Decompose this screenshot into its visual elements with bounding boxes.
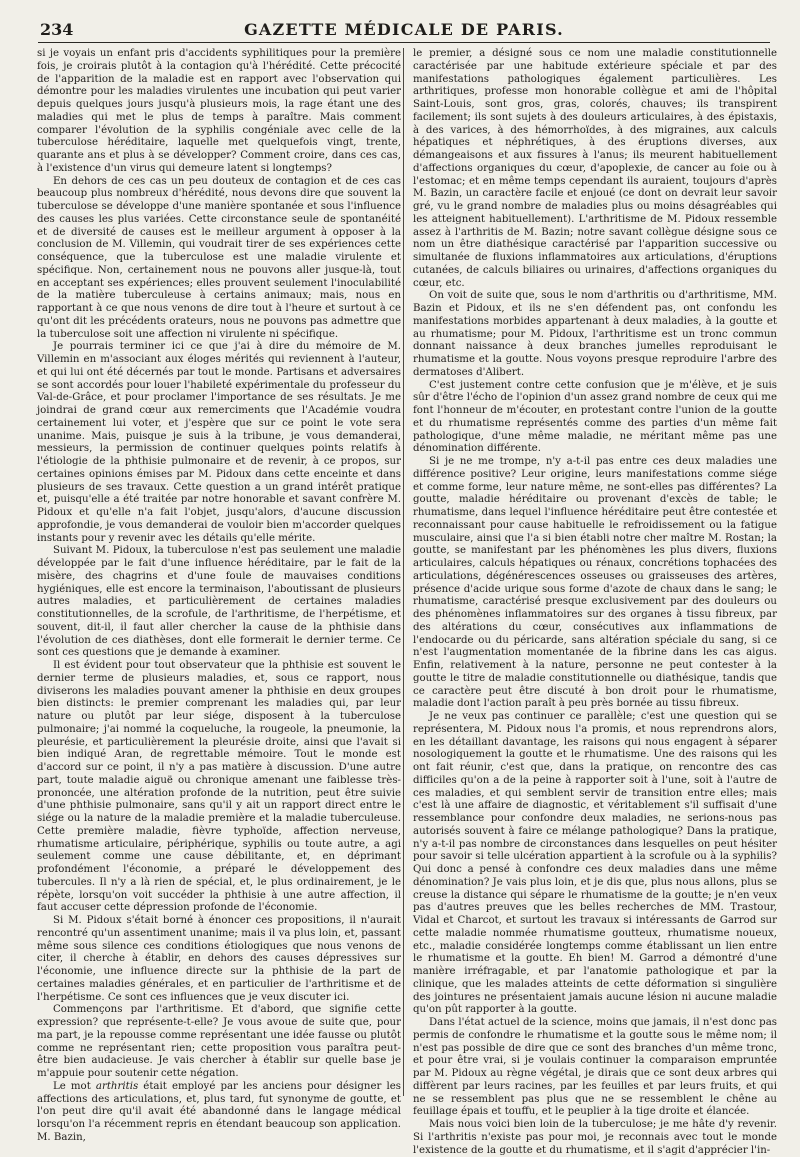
paragraph-text: Le mot	[53, 1080, 96, 1092]
paragraph: On voit de suite que, sous le nom d'arthritis ou d'arthritisme, MM. Bazin et Pidoux, et ils ne s'en défendent pas, ont confondu les manifestations morbides appartenant à deux maladies, à la goutte et au rhumatisme; pour M. Pidoux, l'arthritisme est un tronc commun donnant naissance à deux branches jumelles reproduisant le rhumatisme et la goutte. Nous voyons presque reproduire l'arbre des dermatoses d'Alibert.	[413, 290, 777, 378]
paragraph: si je voyais un enfant pris d'accidents syphilitiques pour la première fois, je croirais plutôt à la contagion qu'à l'hérédité. Cette précocité de l'apparition de la maladie est en rapport avec l'observation qui démontre pour les maladies virulentes une incubation qui peut varier depuis quelques jours jusqu'à plusieurs mois, la rage étant une des maladies qui met le plus de temps à paraître. Mais comment comparer l'évolution de la syphilis congéniale avec celle de la tuberculose héréditaire, laquelle met quelquefois vingt, trente, quarante ans et plus à se développer? Comment croire, dans ces cas, à l'existence d'un virus qui demeure latent si longtemps?	[37, 48, 401, 174]
italic-term: arthritis	[95, 1080, 139, 1092]
paragraph: Mais nous voici bien loin de la tuberculose; je me hâte d'y revenir. Si l'arthritis n'existe pas pour moi, je reconnais avec tout le monde l'existence de la goutte et du rhumatisme, et il s'agit d'apprécier l'in-	[413, 1119, 777, 1156]
paragraph: Suivant M. Pidoux, la tuberculose n'est pas seulement une maladie développée par le fait d'une influence héréditaire, par le fait de la misère, des chagrins et d'une foule de mauvaises conditions hygiéniques, elle est encore la terminaison, l'aboutissant de plusieurs autres maladies, et particulièrement de certaines maladies constitutionnelles, de la scrofule, de l'arthritisme, de l'herpétisme, et souvent, dit-il, il faut aller chercher la cause de la phthisie dans l'évolution de ces diathèses, dont elle formerait le dernier terme. Ce sont ces questions que je demande à examiner.	[37, 545, 401, 659]
paragraph: Si M. Pidoux s'était borné à énoncer ces propositions, il n'aurait rencontré qu'un assentiment unanime; mais il va plus loin, et, passant même sous silence ces conditions étiologiques que nous venons de citer, il cherche à établir, en dehors des causes dépressives sur l'économie, une influence directe sur la phthisie de la part de certaines maladies générales, et en particulier de l'arthritisme et de l'herpétisme. Ce sont ces influences que je veux discuter ici.	[37, 915, 401, 1003]
paragraph: En dehors de ces cas un peu douteux de contagion et de ces cas beaucoup plus nombreux d'hérédité, nous devons dire que souvent la tuberculose se développe d'une manière spontanée et sous l'influence des causes les plus variées. Cette circonstance seule de spontanéité et de diversité de causes est le meilleur argument à opposer à la conclusion de M. Villemin, qui voudrait tirer de ses expériences cette conséquence, que la tuberculose est une maladie virulente et spécifique. Non, certainement nous ne pouvons aller jusque-là, tout en acceptant ses expériences; elles prouvent seulement l'inoculabilité de la matière tuberculeuse à certains animaux; mais, nous en rapportant à ce que nous venons de dire tout à l'heure et surtout à ce qu'ont dit les précédents orateurs, nous ne pouvons pas admettre que la tuberculose soit une affection ni virulente ni spécifique.	[37, 175, 401, 340]
column-divider	[403, 48, 404, 1096]
paragraph: C'est justement contre cette confusion que je m'élève, et je suis sûr d'être l'écho de l'opinion d'un assez grand nombre de ceux qui me font l'honneur de m'écouter, en protestant contre l'union de la goutte et du rhumatisme représentés comme des parties d'un même fait pathologique, d'une même maladie, ne méritant même pas une dénomination différente.	[413, 379, 777, 455]
right-column	[413, 48, 777, 1156]
paragraph: Je pourrais terminer ici ce que j'ai à dire du mémoire de M. Villemin en m'associant aux éloges mérités qui reviennent à l'auteur, et qui lui ont été décernés par tout le monde. Partisans et adversaires se sont accordés pour louer l'habileté expérimentale du professeur du Val-de-Grâce, et pour proclamer l'importance de ses résultats. Je me joindrai de grand cœur aux remerciments que l'Académie voudra certainement lui voter, et j'espère que sur ce point le vote sera unanime. Mais, puisque je suis à la tribune, je vous demanderai, messieurs, la permission de continuer quelques points relatifs à l'étiologie de la phthisie pulmonaire et de revenir, à ce propos, sur certaines opinions émises par M. Pidoux dans cette enceinte et dans plusieurs de ses travaux. Cette question a un grand intérêt pratique et, puisqu'elle a été traitée par notre honorable et savant confrère M. Pidoux et qu'elle n'a fait l'objet, jusqu'alors, d'aucune discussion approfondie, je vous demanderai de vouloir bien m'accorder quelques instants pour y revenir avec les détails qu'elle mérite.	[37, 341, 401, 544]
paragraph	[37, 1081, 401, 1145]
paragraph-text: était employé par les anciens pour désigner les affections des articulations, et, plus tard, fut synonyme de goutte, et l'on peut dire qu'il avait été abandonné dans le langage médical lorsqu'on l'a récemment repris en étendant beaucoup son application. M. Bazin,	[37, 1080, 401, 1143]
page-number: 234	[40, 20, 74, 39]
journal-title: GAZETTE MÉDICALE DE PARIS.	[244, 20, 564, 39]
page-header	[38, 18, 770, 43]
paragraph: Il est évident pour tout observateur que la phthisie est souvent le dernier terme de plusieurs maladies, et, sous ce rapport, nous diviserons les maladies pouvant amener la phthisie en deux groupes bien distincts: le premier comprenant les maladies qui, par leur nature ou plutôt par leur siége, disposent à la tuberculose pulmonaire; j'ai nommé la coqueluche, la rougeole, la pneumonie, la pleurésie, et particulièrement la pleurésie droite, ainsi que l'avait si bien indiqué Aran, de regrettable mémoire. Tout le monde est d'accord sur ce point, il n'y a pas matière à discussion. D'une autre part, toute maladie aiguë ou chronique amenant une faiblesse très-prononcée, une altération profonde de la nutrition, peut être suivie d'une phthisie pulmonaire, sans qu'il y ait un rapport direct entre le siége ou la nature de la maladie première et la maladie tuberculeuse. Cette première maladie, fièvre typhoïde, affection nerveuse, rhumatisme articulaire, périphérique, syphilis ou toute autre, a agi seulement comme une cause débilitante, et, en déprimant profondément l'économie, a préparé le développement des tubercules. Il n'y a là rien de spécial, et, le plus ordinairement, je le répète, lorsqu'on voit succéder la phthisie à une autre affection, il faut accuser cette dépression profonde de l'économie.	[37, 660, 401, 914]
paragraph: Dans l'état actuel de la science, moins que jamais, il n'est donc pas permis de confondre le rhumatisme et la goutte sous le même nom; il n'est pas possible de dire que ce sont des branches d'un même tronc, et pour être vrai, si je voulais continuer la comparaison empruntée par M. Pidoux au règne végétal, je dirais que ce sont deux arbres qui diffèrent par leurs racines, par les feuilles et par leurs fruits, et qui ne se ressemblent pas plus que ne se ressemblent le chêne au feuillage épais et touffu, et le peuplier à la tige droite et élancée.	[413, 1017, 777, 1118]
paragraph: Si je ne me trompe, n'y a-t-il pas entre ces deux maladies une différence positive? Leur origine, leurs manifestations comme siége et comme forme, leur nature même, ne sont-elles pas différentes? La goutte, maladie héréditaire ou provenant d'excès de table; le rhumatisme, dans lequel l'influence héréditaire peut être contestée et reconnaissant pour cause habituelle le refroidissement ou la fatigue musculaire, ainsi que l'a si bien établi notre cher maître M. Rostan; la goutte, se manifestant par les phénomènes les plus divers, fluxions articulaires, calculs hépatiques ou rénaux, concrétions tophacées des articulations, dégénérescences osseuses ou graisseuses des artères, présence d'acide urique sous forme d'azote de chaux dans le sang; le rhumatisme, caractérisé presque exclusivement par des douleurs ou des phénomènes inflammatoires sur des organes à tissu fibreux, par des altérations du cœur, consécutives aux inflammations de l'endocarde ou du péricarde, sans altération spéciale du sang, si ce n'est l'augmentation momentanée de la fibrine dans les cas aigus. Enfin, relativement à la nature, personne ne peut contester à la goutte le titre de maladie constitutionnelle ou diathésique, tandis que ce caractère peut être discuté à bon droit pour le rhumatisme, maladie dont l'action paraît à peu près bornée au tissu fibreux.	[413, 456, 777, 710]
left-column	[37, 48, 401, 1143]
paragraph: Je ne veux pas continuer ce parallèle; c'est une question qui se représentera, M. Pidoux nous l'a promis, et nous reprendrons alors, en les détaillant davantage, les raisons qui nous engagent à séparer nosologiquement la goutte et le rhumatisme. Une des raisons qui les ont fait réunir, c'est que, dans la pratique, on rencontre des cas difficiles qu'on a de la peine à rapporter soit à l'une, soit à l'autre de ces maladies, et qui semblent servir de transition entre elles; mais c'est là une affaire de diagnostic, et véritablement s'il suffisait d'une ressemblance pour confondre deux maladies, ne serions-nous pas autorisés souvent à faire ce mélange pathologique? Dans la pratique, n'y a-t-il pas nombre de circonstances dans lesquelles on peut hésiter pour savoir si telle ulcération appartient à la scrofule ou à la syphilis? Qui donc a pensé à confondre ces deux maladies dans une même dénomination? Je vais plus loin, et je dis que, plus nous allons, plus se creuse la distance qui sépare le rhumatisme de la goutte; je n'en veux pas d'autres preuves que les belles recherches de MM. Trastour, Vidal et Charcot, et surtout les travaux si intéressants de Garrod sur cette maladie nommée rhumatisme goutteux, rhumatisme noueux, etc., maladie considérée longtemps comme établissant un lien entre le rhumatisme et la goutte. Eh bien! M. Garrod a démontré d'une manière irréfragable, et par l'anatomie pathologique et par la clinique, que les malades atteints de cette déformation si singulière des jointures ne présentaient jamais aucune lésion ni aucune maladie qu'on pût rapporter à la goutte.	[413, 711, 777, 1016]
paragraph: le premier, a désigné sous ce nom une maladie constitutionnelle caractérisée par une habitude extérieure spéciale et par des manifestations pathologiques également particulières. Les arthritiques, professe mon honorable collègue et ami de l'hôpital Saint-Louis, sont gros, gras, colorés, chauves; ils transpirent facilement; ils sont sujets à des douleurs articulaires, à des épistaxis, à des varices, à des hémorrhoïdes, à des migraines, aux calculs hépatiques et néphrétiques, à des éruptions diverses, aux démangeaisons et aux fissures à l'anus; ils meurent habituellement d'affections organiques du cœur, d'apoplexie, de cancer au foie ou à l'estomac; et en même temps cependant ils auraient, toujours d'après M. Bazin, un caractère facile et enjoué (ce dont on devrait leur savoir gré, vu le grand nombre de maladies plus ou moins désagréables qui les atteignent habituellement). L'arthritisme de M. Pidoux ressemble assez à l'arthritis de M. Bazin; notre savant collègue désigne sous ce nom un être diathésique caractérisé par l'apparition successive ou simultanée de fluxions inflammatoires aux articulations, d'éruptions cutanées, de calculs biliaires ou urinaires, d'affections organiques du cœur, etc.	[413, 48, 777, 289]
paragraph: Commençons par l'arthritisme. Et d'abord, que signifie cette expression? que représente-t-elle? Je vous avoue de suite que, pour ma part, je la repousse comme représentant une idée fausse ou plutôt comme ne représentant rien; cette proposition vous paraîtra peut-être bien audacieuse. Je vais chercher à établir sur quelle base je m'appuie pour soutenir cette négation.	[37, 1004, 401, 1079]
